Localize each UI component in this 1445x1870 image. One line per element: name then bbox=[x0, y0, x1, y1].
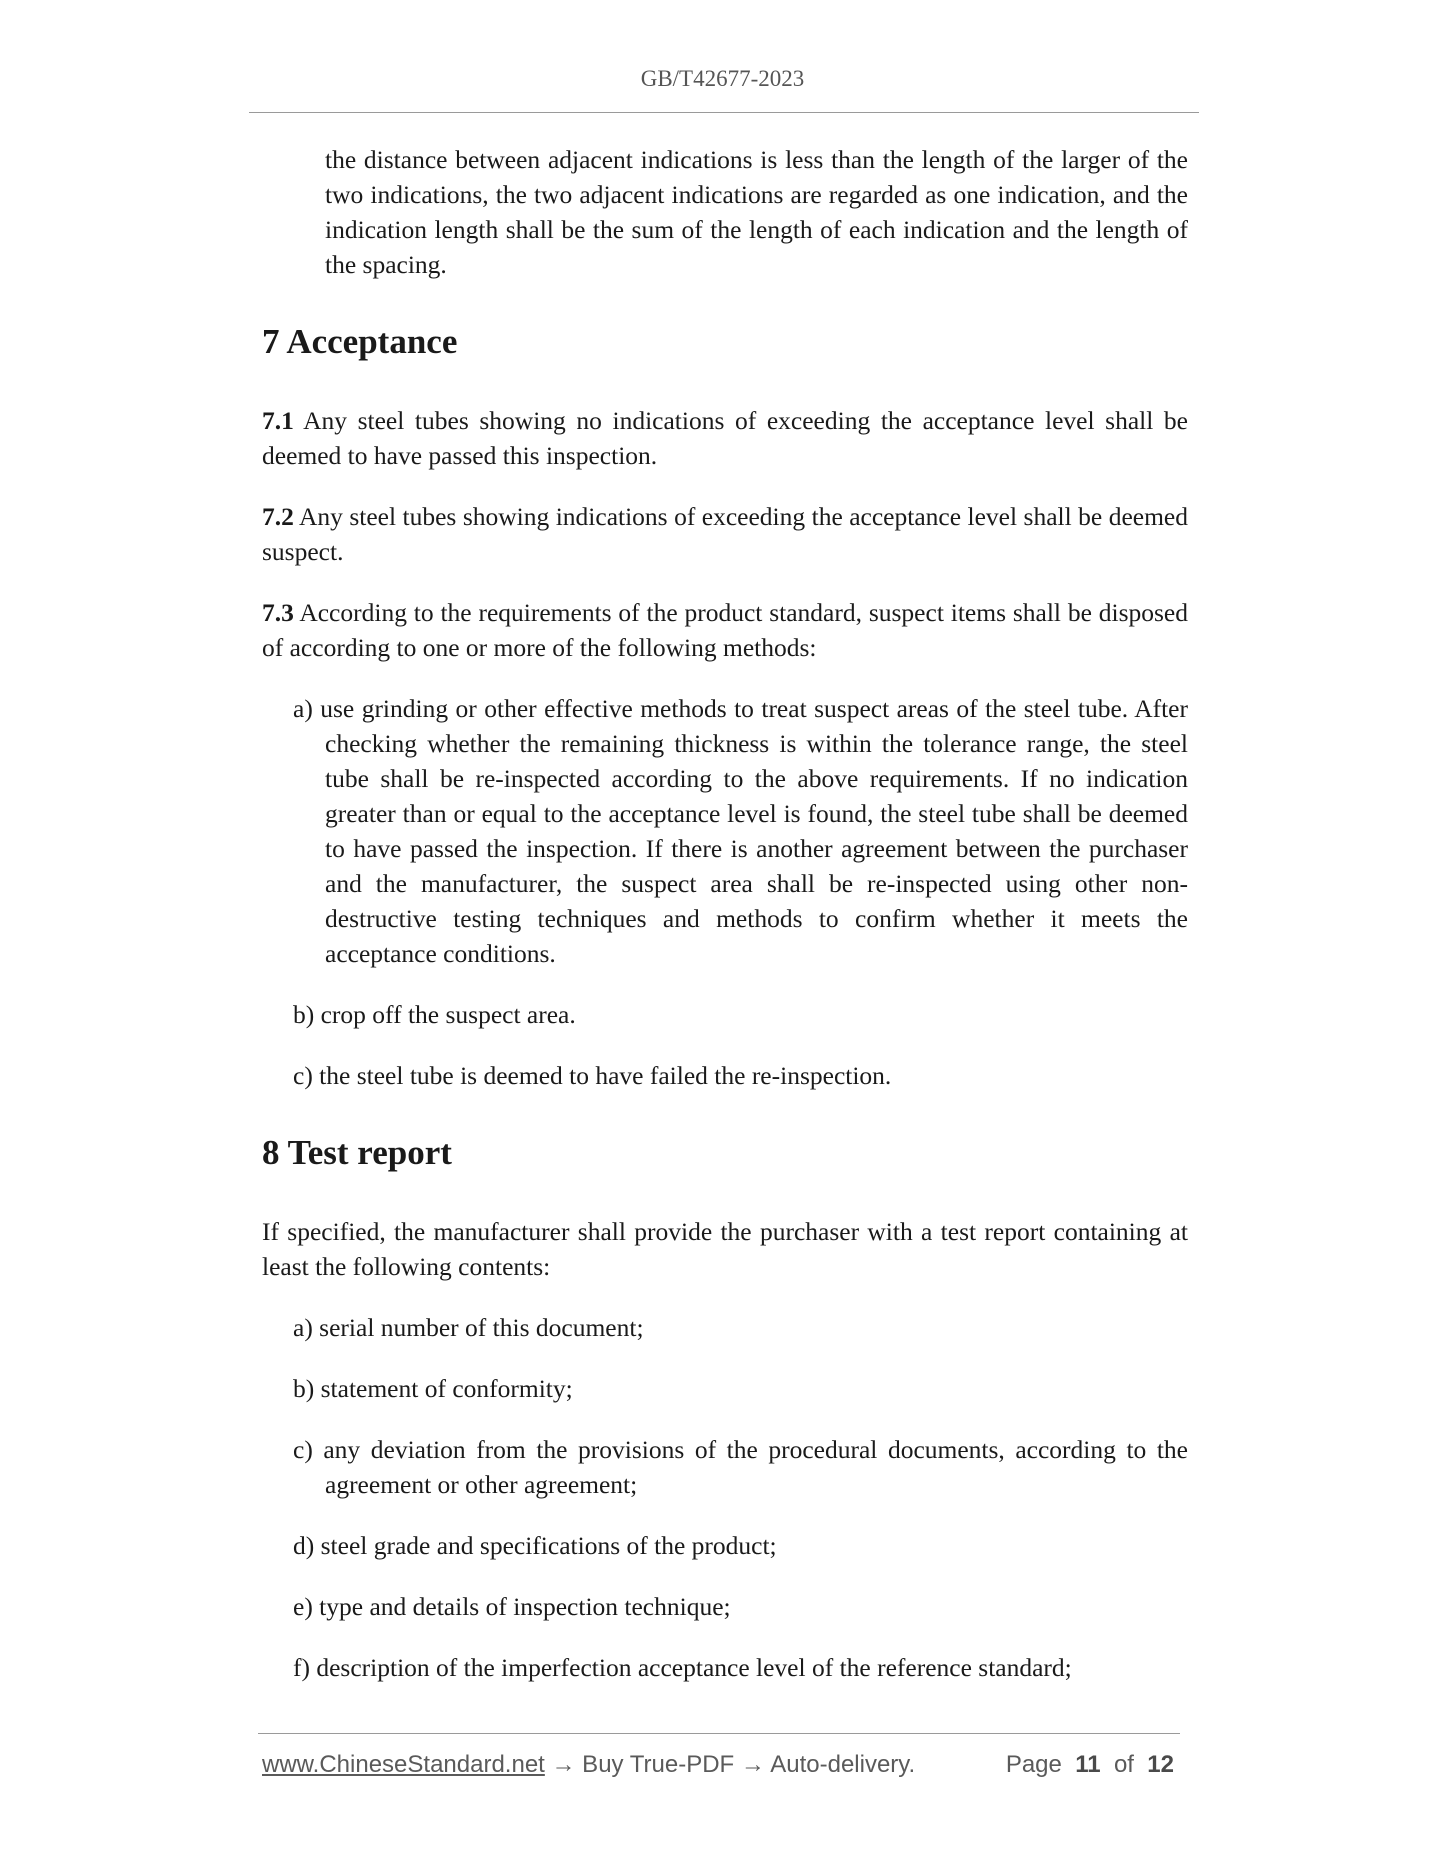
page-header: GB/T42677-2023 bbox=[640, 66, 805, 91]
clause-text: Any steel tubes showing no indications of exceeding the acceptance level shall be deemed to have passed this inspection. bbox=[262, 406, 1188, 470]
current-page: 11 bbox=[1075, 1751, 1101, 1778]
section-7-heading: 7 Acceptance bbox=[262, 322, 458, 361]
list-item: c) the steel tube is deemed to have failed the re-inspection. bbox=[293, 1061, 892, 1090]
list-item: f) description of the imperfection acceptance level of the reference standard; bbox=[293, 1653, 1072, 1682]
footer-promo: → Buy True-PDF → Auto-delivery. bbox=[544, 1751, 916, 1778]
list-item: c) any deviation from the provisions of the procedural documents, according to the agreement or other agreement; bbox=[293, 1435, 1188, 1499]
clause-text: Any steel tubes showing indications of exceeding the acceptance level shall be deemed suspect. bbox=[262, 502, 1188, 566]
page-footer bbox=[262, 1751, 1180, 1783]
clause-7-3 bbox=[262, 595, 1188, 665]
page-label: Page bbox=[1005, 1751, 1062, 1778]
website-link[interactable]: www.ChineseStandard.net bbox=[262, 1751, 545, 1778]
clause-text: According to the requirements of the product standard, suspect items shall be disposed of according to one or more of the following methods: bbox=[262, 598, 1188, 662]
continuation-paragraph: the distance between adjacent indications is less than the length of the larger of the two indications, the two adjacent indications are regarded as one indication, and the indication length shall be the sum of the length of each indication and the length of the spacing. bbox=[325, 145, 1188, 279]
clause-number: 7.2 bbox=[262, 502, 294, 531]
section-8-heading: 8 Test report bbox=[262, 1133, 452, 1172]
list-item: b) statement of conformity; bbox=[293, 1374, 573, 1403]
clause-7-1 bbox=[262, 403, 1188, 473]
list-item: d) steel grade and specifications of the product; bbox=[293, 1531, 777, 1560]
of-label: of bbox=[1113, 1751, 1134, 1778]
list-item: a) serial number of this document; bbox=[293, 1313, 644, 1342]
list-item: e) type and details of inspection technique; bbox=[293, 1592, 731, 1621]
clause-7-2 bbox=[262, 499, 1188, 569]
clause-number: 7.3 bbox=[262, 598, 294, 627]
page-body bbox=[262, 142, 1188, 1685]
section-8-intro: If specified, the manufacturer shall provide the purchaser with a test report containing at least the following contents: bbox=[262, 1217, 1188, 1281]
clause-number: 7.1 bbox=[262, 406, 294, 435]
list-item: a) use grinding or other effective methods to treat suspect areas of the steel tube. After checking whether the remaining thickness is within the tolerance range, the steel tube shall be re-inspected according to the above requirements. If no indication greater than or equal to the acceptance level is found, the steel tube shall be deemed to have passed the inspection. If there is another agreement between the purchaser and the manufacturer, the suspect area shall be re-inspected using other non-destructive testing techniques and methods to confirm whether it meets the acceptance conditions. bbox=[293, 694, 1188, 968]
page-indicator bbox=[1006, 1751, 1174, 1779]
list-item: b) crop off the suspect area. bbox=[293, 1000, 576, 1029]
footer-divider bbox=[258, 1733, 1180, 1734]
header-divider bbox=[249, 112, 1199, 113]
total-pages: 12 bbox=[1147, 1751, 1174, 1778]
